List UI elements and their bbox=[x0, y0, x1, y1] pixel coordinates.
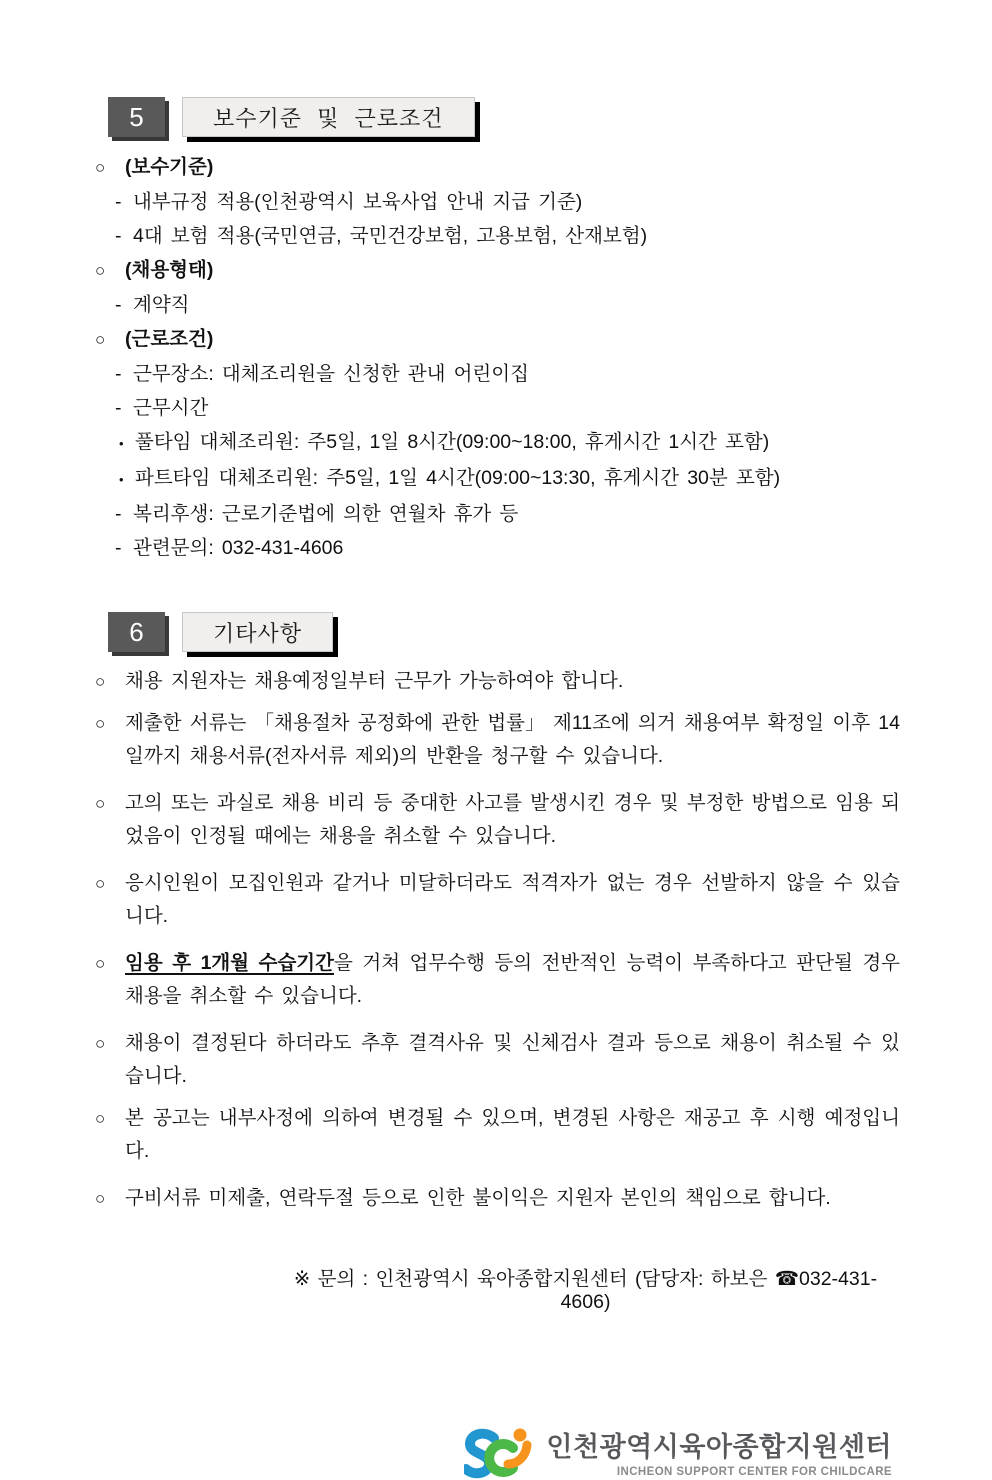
dash-marker: - bbox=[115, 225, 122, 247]
list-item bbox=[95, 219, 900, 253]
dash-marker: - bbox=[115, 191, 122, 213]
list-item bbox=[95, 357, 900, 391]
list-item bbox=[95, 288, 900, 322]
logo-english-name: INCHEON SUPPORT CENTER FOR CHILDCARE bbox=[616, 1465, 892, 1478]
dash-marker: - bbox=[115, 363, 122, 385]
notice-item bbox=[95, 1182, 900, 1215]
list-item-label: 내부규정 적용(인천광역시 보육사업 안내 지급 기준) bbox=[133, 191, 583, 213]
dash-marker: - bbox=[115, 397, 122, 419]
circle-marker: ○ bbox=[95, 1034, 106, 1053]
list-item-label: 파트타임 대체조리원: 주5일, 1일 4시간(09:00~13:30, 휴게시간 30분 포함) bbox=[135, 467, 781, 489]
circle-marker: ○ bbox=[95, 794, 106, 813]
logo-korean-name: 인천광역시육아종합지원센터 bbox=[546, 1431, 892, 1462]
notice-item bbox=[95, 947, 900, 1013]
sci-logo-icon bbox=[464, 1422, 534, 1480]
list-item bbox=[95, 531, 900, 565]
notice-item bbox=[95, 867, 900, 933]
section-title: 기타사항 bbox=[182, 612, 333, 652]
list-item bbox=[95, 497, 900, 531]
notice-text: 채용이 결정된다 하더라도 추후 결격사유 및 신체검사 결과 등으로 채용이 취소될 수 있습니다. bbox=[125, 1032, 900, 1087]
list-item-label: 복리후생: 근로기준법에 의한 연월차 휴가 등 bbox=[133, 503, 519, 525]
notice-bold-underline: 임용 후 1개월 수습기간 bbox=[125, 952, 334, 974]
section-6-body bbox=[95, 665, 900, 1215]
notice-text: 을 거쳐 업무수행 등의 전반적인 능력이 부족하다고 판단될 경우 채용을 취소할 수 있습니다. bbox=[125, 952, 900, 1007]
circle-marker: ○ bbox=[95, 1109, 106, 1128]
circle-marker: ○ bbox=[95, 261, 106, 280]
circle-marker: ○ bbox=[95, 330, 106, 349]
circle-marker: ○ bbox=[95, 714, 106, 733]
list-item bbox=[95, 150, 900, 185]
list-item bbox=[95, 461, 900, 497]
list-item bbox=[95, 185, 900, 219]
circle-marker: ○ bbox=[95, 672, 106, 691]
list-item-label: (근로조건) bbox=[125, 328, 214, 350]
list-item-label: 관련문의: 032-431-4606 bbox=[133, 537, 344, 559]
notice-item bbox=[95, 707, 900, 773]
list-item-label: 풀타임 대체조리원: 주5일, 1일 8시간(09:00~18:00, 휴게시간 1시간 포함) bbox=[135, 431, 770, 453]
section-number-badge: 6 bbox=[108, 612, 165, 652]
list-item bbox=[95, 425, 900, 461]
organization-logo bbox=[95, 1422, 892, 1480]
notice-text: 고의 또는 과실로 채용 비리 등 중대한 사고를 발생시킨 경우 및 부정한 방법으로 임용 되었음이 인정될 때에는 채용을 취소할 수 있습니다. bbox=[125, 792, 900, 847]
list-item-label: (보수기준) bbox=[125, 156, 214, 178]
list-item-label: 4대 보험 적용(국민연금, 국민건강보험, 고용보험, 산재보험) bbox=[133, 225, 648, 247]
notice-text: 본 공고는 내부사정에 의하여 변경될 수 있으며, 변경된 사항은 재공고 후 시행 예정입니다. bbox=[125, 1107, 900, 1162]
logo-person-head bbox=[514, 1429, 527, 1442]
list-item-label: 근무시간 bbox=[133, 397, 209, 419]
circle-marker: ○ bbox=[95, 1189, 106, 1208]
section-title: 보수기준 및 근로조건 bbox=[182, 97, 475, 137]
list-item-label: 계약직 bbox=[133, 294, 190, 316]
section-pay-and-working-conditions bbox=[95, 97, 900, 565]
list-item-label: (채용형태) bbox=[125, 259, 214, 281]
dash-marker: - bbox=[115, 537, 122, 559]
section-number-badge: 5 bbox=[108, 97, 165, 137]
notice-item bbox=[95, 1027, 900, 1093]
list-item-label: 근무장소: 대체조리원을 신청한 관내 어린이집 bbox=[133, 363, 529, 385]
dash-marker: - bbox=[115, 294, 122, 316]
notice-item bbox=[95, 787, 900, 853]
bullet-marker: • bbox=[119, 436, 124, 451]
notice-text: 제출한 서류는 「채용절차 공정화에 관한 법률」 제11조에 의거 채용여부 확정일 이후 14일까지 채용서류(전자서류 제외)의 반환을 청구할 수 있습니다. bbox=[125, 712, 900, 767]
notice-text: 채용 지원자는 채용예정일부터 근무가 가능하여야 합니다. bbox=[125, 670, 624, 692]
bullet-marker: • bbox=[119, 472, 124, 487]
notice-text: 구비서류 미제출, 연락두절 등으로 인한 불이익은 지원자 본인의 책임으로 합니다. bbox=[125, 1187, 831, 1209]
circle-marker: ○ bbox=[95, 874, 106, 893]
dash-marker: - bbox=[115, 503, 122, 525]
section-5-header bbox=[108, 97, 900, 137]
section-6-header bbox=[108, 612, 900, 652]
list-item bbox=[95, 253, 900, 288]
contact-note: ※ 문의 : 인천광역시 육아종합지원센터 (담당자: 하보은 ☎032-431-4606) bbox=[293, 1268, 878, 1313]
circle-marker: ○ bbox=[95, 954, 106, 973]
notice-item bbox=[95, 665, 900, 698]
notice-item bbox=[95, 1102, 900, 1168]
logo-text-block bbox=[546, 1425, 892, 1478]
section-other-matters bbox=[95, 612, 900, 1215]
list-item bbox=[95, 391, 900, 425]
section-5-body bbox=[95, 150, 900, 565]
list-item bbox=[95, 322, 900, 357]
notice-text: 응시인원이 모집인원과 같거나 미달하더라도 적격자가 없는 경우 선발하지 않을 수 있습니다. bbox=[125, 872, 900, 927]
circle-marker: ○ bbox=[95, 158, 106, 177]
